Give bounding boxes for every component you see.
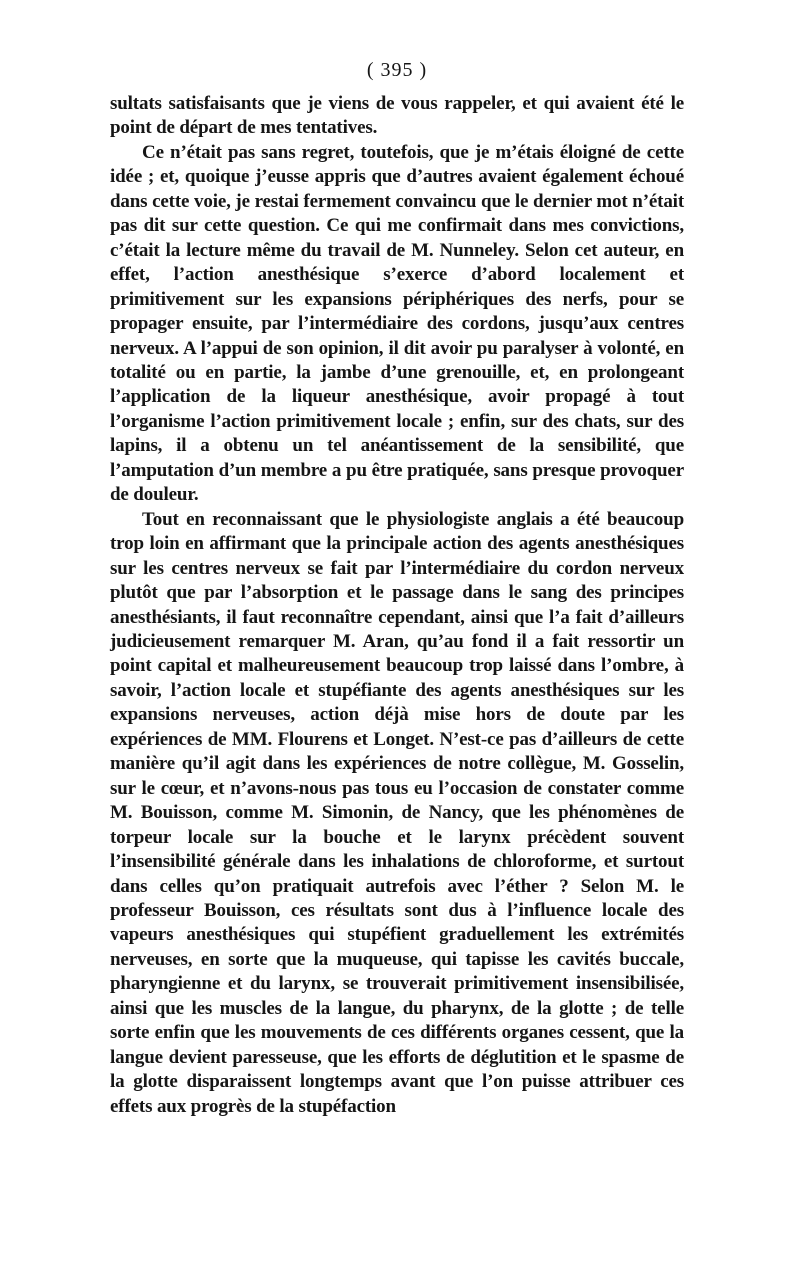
paragraph-nunneley: Ce n’était pas sans regret, toutefois, que je m’étais éloigné de cette idée ; et, quoique j’eusse appris que d’autres avaient également échoué dans cette voie, je restai fermement convaincu que le dernier mot n’était pas dit sur cette question. Ce qui me confirmait dans mes convictions, c’était la lecture même du travail de M. Nunneley. Selon cet auteur, en effet, l’action anesthésique s’exerce d’abord localement et primitivement sur les expansions périphériques des nerfs, pour se propager ensuite, par l’intermédiaire des cordons, jusqu’aux centres nerveux. A l’appui de son opinion, il dit avoir pu paralyser à volonté, en totalité ou en partie, la jambe d’une grenouille, et, en prolongeant l’application de la liqueur anesthésique, avoir propagé à tout l’organisme l’action primitivement locale ; enfin, sur des chats, sur des lapins, il a obtenu un tel anéantissement de la sensibilité, que l’amputation d’un membre a pu être pratiquée, sans presque provoquer de douleur. xyxy=(110,141,684,506)
page-number: ( 395 ) xyxy=(366,59,428,81)
book-page xyxy=(110,56,684,1119)
paragraph-continuation: sultats satisfaisants que je viens de vous rappeler, et qui avaient été le point de départ de mes tentatives. xyxy=(110,93,684,139)
paragraph-physiologiste: Tout en reconnaissant que le physiologiste anglais a été beaucoup trop loin en affirmant que la principale action des agents anesthésiques sur les centres nerveux se fait par l’intermédiaire du cordon nerveux plutôt que par l’absorption et le passage dans le sang des principes anesthésiants, il faut reconnaître cependant, ainsi que l’a fait d’ailleurs judicieusement remarquer M. Aran, qu’au fond il a fait ressortir un point capital et malheureusement beaucoup trop laissé dans l’ombre, à savoir, l’action locale et stupéfiante des agents anesthésiques sur les expansions nerveuses, action déjà mise hors de doute par les expériences de MM. Flourens et Longet. N’est-ce pas d’ailleurs de cette manière qu’il agit dans les expériences de notre collègue, M. Gosselin, sur le cœur, et n’avons-nous pas tous eu l’occasion de constater comme M. Bouisson, comme M. Simonin, de Nancy, que les phénomènes de torpeur locale sur la bouche et le larynx précèdent souvent l’insensibilité générale dans les inhalations de chloroforme, et surtout dans celles qu’on pratiquait autrefois avec l’éther ? Selon M. le professeur Bouisson, ces résultats sont dus à l’influence locale des vapeurs anesthésiques qui stupéfient graduellement les extrémités nerveuses, en sorte que la muqueuse, qui tapisse les cavités buccale, pharyngienne et du larynx, se trouverait primitivement insensibilisée, ainsi que les muscles de la langue, du pharynx, de la glotte ; de telle sorte enfin que les mouvements de ces différents organes cessent, que la langue devient paresseuse, que les efforts de déglutition et le spasme de la glotte disparaissent longtemps avant que l’on puisse attribuer ces effets aux progrès de la stupéfaction xyxy=(110,508,684,1117)
